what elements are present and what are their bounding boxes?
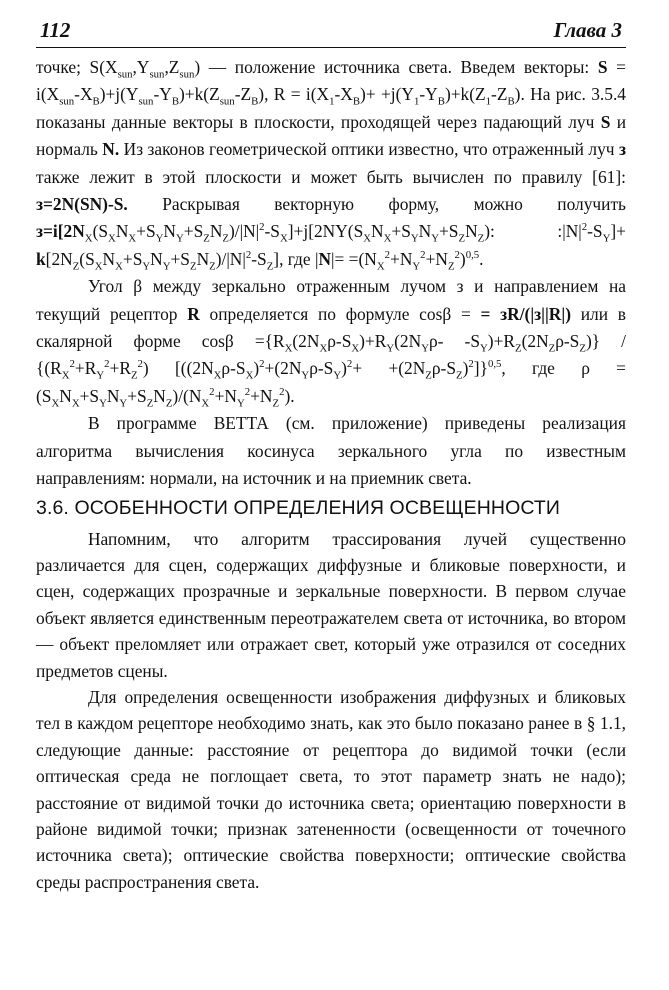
section-paragraph-1: Напомним, что алгоритм трассирования лучей существенно различается для сцен, содержащих диффузные и бликовые поверхности, и сцен, содержащих прозрачные и зеркальные поверхности. В первом случае объект является единственным переотражателем света от источника, во втором — объект преломляет или отражает свет, который уже отразился от соседних предметов сцены.: [36, 528, 626, 681]
section-heading: 3.6. ОСОБЕННОСТИ ОПРЕДЕЛЕНИЯ ОСВЕЩЕННОСТИ: [36, 496, 561, 519]
chapter-title: Глава 3: [553, 18, 622, 42]
section-text: [36, 526, 626, 896]
book-page: [36, 18, 626, 895]
paragraph-vectors: точке; $S(X_{sun},Y_{sun},Z_{sun})$ — положение источника света. Введем векторы: $S = i(X_{sun}-X_B)+j(Y_{sun}-Y_B)+k(Z_{sun}-Z_B)$, $R = i(X_1-X_B)+ +j(Y_1-Y_B)+k(Z_1-Z_B)$. На рис. 3.5.4 показаны данные векторы в плоскости, проходящей через падающий луч S и нормаль N. Из законов геометрической оптики известно, что отраженный луч з также лежит в этой плоскости и может быть вычислен по правилу [61]: з=2N(SN)-S. Раскрывая векторную форму, можно получить $з=i[2N_X(S_XN_X+S_YN_Y+S_ZN_Z)/|N|^2-S_X]+j[2NY(S_XN_X+S_YN_Y+S_ZN_Z)$: $:|N|^2-S_Y]+ k[2N_Z(S_XN_X+S_YN_Y+S_ZN_Z)/|N|^2-S_Z]$, где $|N|= =(N_X^2+N_Y^2+N_Z^2)^{0,5}$.: [36, 57, 626, 273]
paragraph-angle: Угол β между зеркально отраженным лучом з и направлением на текущий рецептор R определяется по формуле cosβ = = зR/(|з||R|) или в скалярной форме $\cos\beta =\{R_X(2N_X\rho-S_X)+R_Y(2N_Y\rho-$ $-S_Y)+R_Z(2N_Z\rho-S_Z)\} / \{(R_X^2+R_Y^2+R_Z^2)$ $[((2N_X\rho-S_X)^2+(2N_Y\rho-S_Y)^2+ +(2N_Z\rho-S_Z)^2]\}^{0,5}$, где $\rho = (S_XN_X+S_YN_Y+S_ZN_Z)/(N_X^2+N_Y^2+N_Z^2)$.: [36, 276, 626, 410]
paragraph-program: В программе ВЕТТА (см. приложение) приведены реализация алгоритма вычисления косинуса зеркального угла по известным направлениям: нормали, на источник и на приемник света.: [36, 413, 626, 489]
page-number: 112: [40, 18, 71, 42]
running-header: [36, 18, 626, 48]
main-text: [36, 54, 626, 493]
section-paragraph-2: Для определения освещенности изображения диффузных и бликовых тел в каждом рецепторе необходимо знать, как это было показано ранее в § 1.1, следующие данные: расстояние от рецептора до видимой точки (если оптическая среда не поглощает света, то этот параметр знать не надо); расстояние от видимой точки до источника света; ориентацию поверхности в районе видимой точки; признак затененности (освещенности от точечного источника света); оптические свойства поверхности; оптические свойства среды распространения света.: [36, 686, 626, 892]
